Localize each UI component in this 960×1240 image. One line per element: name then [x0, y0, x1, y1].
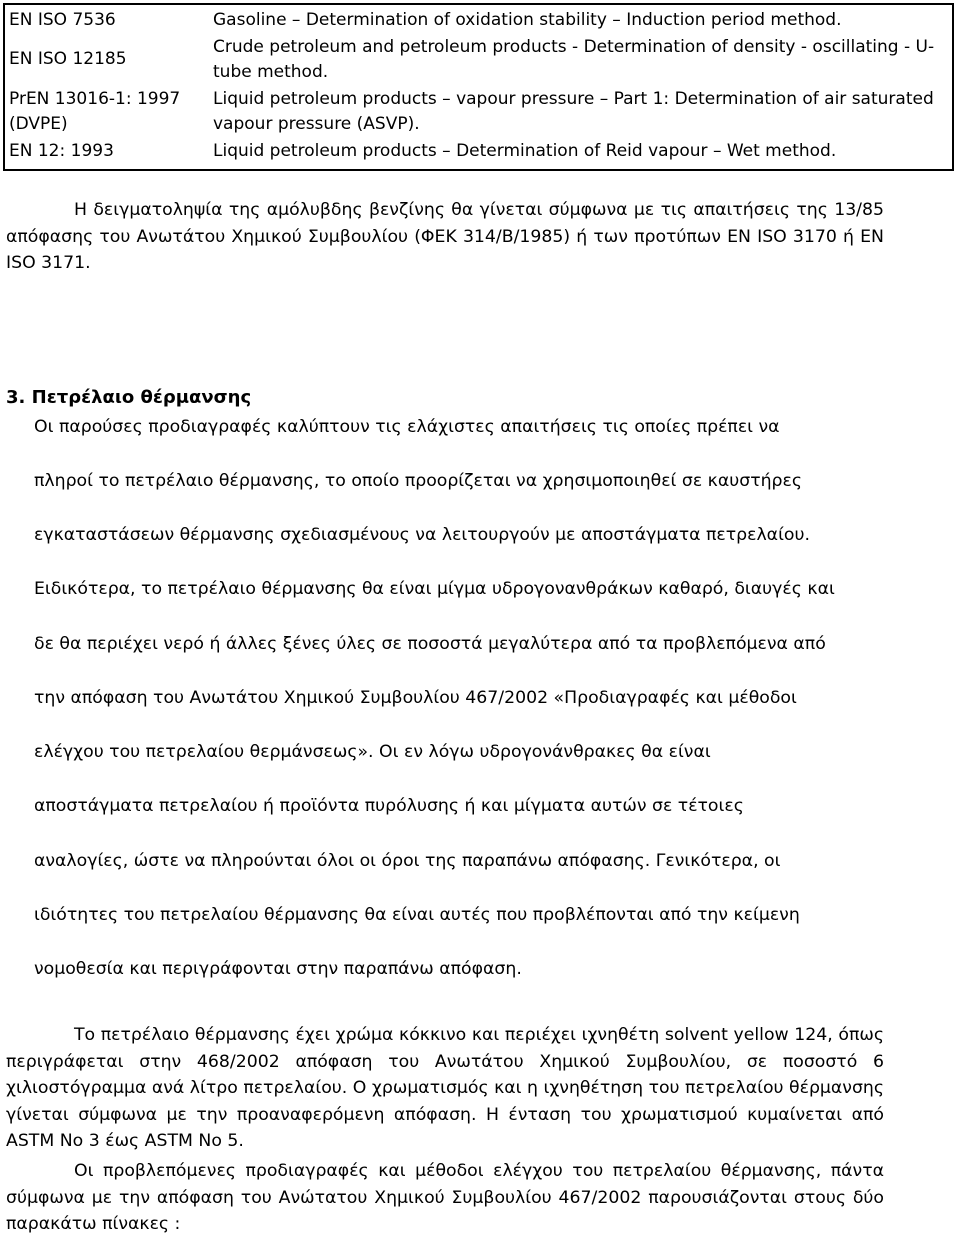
section-line: Οι παρούσες προδιαγραφές καλύπτουν τις ελάχιστες απαιτήσεις τις οποίες πρέπει να: [34, 417, 780, 437]
section-line: Ειδικότερα, το πετρέλαιο θέρμανσης θα είναι μίγμα υδρογονανθράκων καθαρό, διαυγές και: [34, 579, 835, 599]
section-line: νομοθεσία και περιγράφονται στην παραπάνω απόφαση.: [34, 959, 522, 979]
standard-code: EN ISO 12185: [9, 49, 127, 69]
sampling-paragraph: [6, 197, 884, 277]
standard-title: Liquid petroleum products – vapour pressure – Part 1: Determination of air saturated vapour pressure (ASVP).: [213, 89, 934, 134]
section-line: αναλογίες, ώστε να πληρούνται όλοι οι όροι της παραπάνω απόφασης. Γενικότερα, οι: [34, 851, 781, 871]
section-line: την απόφαση του Ανωτάτου Χημικού Συμβουλίου 467/2002 «Προδιαγραφές και μέθοδοι: [34, 688, 797, 708]
standard-title: Gasoline – Determination of oxidation stability – Induction period method.: [213, 10, 842, 30]
standard-code: EN ISO 7536: [9, 10, 116, 30]
section-line: ελέγχου του πετρελαίου θερμάνσεως». Οι εν λόγω υδρογονάνθρακες θα είναι: [34, 742, 711, 762]
table-row: [5, 87, 952, 139]
standard-title: Crude petroleum and petroleum products - Determination of density - oscillating - U-tube method.: [213, 37, 935, 82]
table-row: [5, 35, 952, 87]
section-line: ιδιότητες του πετρελαίου θέρμανσης θα είναι αυτές που προβλέπονται από την κείμενη: [34, 905, 800, 925]
specs-text: Οι προβλεπόμενες προδιαγραφές και μέθοδοι ελέγχου του πετρελαίου θέρμανσης, πάντα σύμφωνα με την απόφαση του Ανώτατου Χημικού Συμβουλίου 467/2002 παρουσιάζονται στους δύο παρακάτω πίνακες :: [6, 1161, 884, 1234]
table-row: [5, 5, 952, 35]
section-line: αποστάγματα πετρελαίου ή προϊόντα πυρόλυσης ή και μίγματα αυτών σε τέτοιες: [34, 796, 744, 816]
section-line: δε θα περιέχει νερό ή άλλες ξένες ύλες σε ποσοστά μεγαλύτερα από τα προβλεπόμενα από: [34, 634, 826, 654]
specs-paragraph: [6, 1158, 884, 1238]
standard-title: Liquid petroleum products – Determination of Reid vapour – Wet method.: [213, 141, 837, 161]
section-heading: 3. Πετρέλαιο θέρμανσης: [6, 387, 252, 408]
section-line: πληροί το πετρέλαιο θέρμανσης, το οποίο προορίζεται να χρησιμοποιηθεί σε καυστήρες: [34, 471, 803, 491]
sampling-text: Η δειγματοληψία της αμόλυβδης βενζίνης θα γίνεται σύμφωνα με τις απαιτήσεις της 13/85 απόφασης του Ανωτάτου Χημικού Συμβουλίου (ΦΕΚ 314/Β/1985) ή των προτύπων EN ISO 3170 ή EN ISO 3171.: [6, 200, 884, 273]
color-paragraph: [6, 1022, 884, 1155]
color-text: Το πετρέλαιο θέρμανσης έχει χρώμα κόκκινο και περιέχει ιχνηθέτη solvent yellow 124, όπως περιγράφεται στην 468/2002 απόφαση του Ανωτάτου Χημικού Συμβουλίου, σε ποσοστό 6 χιλιοστόγραμμα ανά λίτρο πετρελαίου. Ο χρωματισμός και η ιχνηθέτηση του πετρελαίου θέρμανσης γίνεται σύμφωνα με την προαναφερόμενη απόφαση. Η ένταση του χρωματισμού κυμαίνεται από ASTM No 3 έως ASTM No 5.: [6, 1025, 885, 1151]
section-line: εγκαταστάσεων θέρμανσης σχεδιασμένους να λειτουργούν με αποστάγματα πετρελαίου.: [34, 525, 810, 545]
table-row: [5, 139, 952, 169]
standard-code: EN 12: 1993: [9, 141, 114, 161]
standards-table: [3, 3, 954, 171]
standard-code: PrEN 13016-1: 1997 (DVPE): [9, 89, 181, 134]
